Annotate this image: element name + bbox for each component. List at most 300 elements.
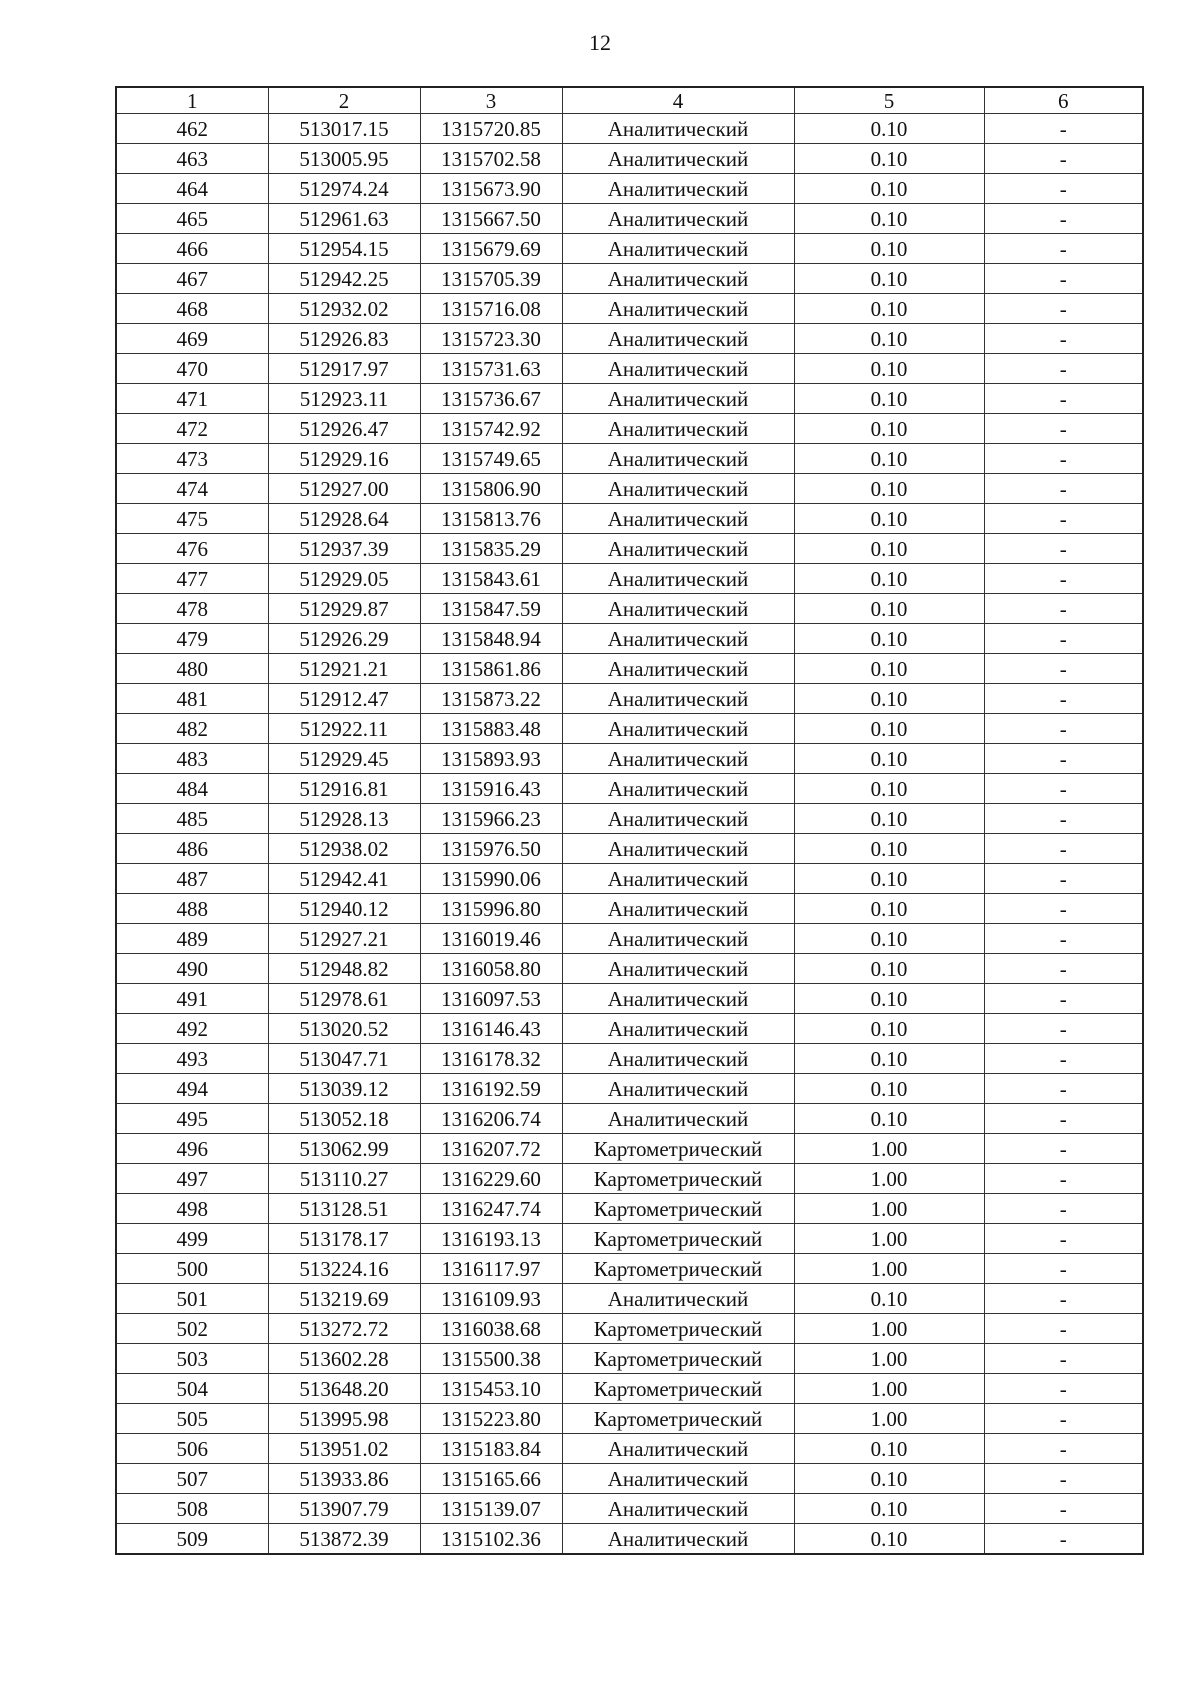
table-row [116, 654, 1143, 684]
x-coordinate-cell: 512921.21 [268, 654, 420, 684]
accuracy-cell: 0.10 [794, 1044, 984, 1074]
y-coordinate-cell: 1315861.86 [420, 654, 562, 684]
table-row [116, 534, 1143, 564]
y-coordinate-cell: 1316193.13 [420, 1224, 562, 1254]
accuracy-cell: 0.10 [794, 654, 984, 684]
method-cell: Аналитический [562, 864, 794, 894]
x-coordinate-cell: 513128.51 [268, 1194, 420, 1224]
x-coordinate-cell: 512929.45 [268, 744, 420, 774]
note-cell: - [984, 1284, 1143, 1314]
y-coordinate-cell: 1315996.80 [420, 894, 562, 924]
y-coordinate-cell: 1315893.93 [420, 744, 562, 774]
table-row [116, 234, 1143, 264]
table-row [116, 1374, 1143, 1404]
x-coordinate-cell: 512929.16 [268, 444, 420, 474]
y-coordinate-cell: 1315453.10 [420, 1374, 562, 1404]
page-number: 12 [589, 30, 611, 55]
method-cell: Аналитический [562, 564, 794, 594]
method-cell: Аналитический [562, 1044, 794, 1074]
accuracy-cell: 1.00 [794, 1134, 984, 1164]
note-cell: - [984, 804, 1143, 834]
y-coordinate-cell: 1315873.22 [420, 684, 562, 714]
note-cell: - [984, 174, 1143, 204]
point-number-cell: 501 [116, 1284, 268, 1314]
accuracy-cell: 0.10 [794, 1524, 984, 1555]
accuracy-cell: 0.10 [794, 204, 984, 234]
accuracy-cell: 0.10 [794, 474, 984, 504]
x-coordinate-cell: 513005.95 [268, 144, 420, 174]
method-cell: Аналитический [562, 1104, 794, 1134]
method-cell: Аналитический [562, 624, 794, 654]
note-cell: - [984, 114, 1143, 144]
y-coordinate-cell: 1315183.84 [420, 1434, 562, 1464]
point-number-cell: 499 [116, 1224, 268, 1254]
accuracy-cell: 0.10 [794, 864, 984, 894]
note-cell: - [984, 504, 1143, 534]
x-coordinate-cell: 512974.24 [268, 174, 420, 204]
method-cell: Аналитический [562, 744, 794, 774]
x-coordinate-cell: 512923.11 [268, 384, 420, 414]
note-cell: - [984, 744, 1143, 774]
table-row [116, 864, 1143, 894]
accuracy-cell: 1.00 [794, 1344, 984, 1374]
x-coordinate-cell: 512954.15 [268, 234, 420, 264]
accuracy-cell: 0.10 [794, 954, 984, 984]
y-coordinate-cell: 1315702.58 [420, 144, 562, 174]
point-number-cell: 470 [116, 354, 268, 384]
table-row [116, 174, 1143, 204]
table-row [116, 1314, 1143, 1344]
method-cell: Аналитический [562, 204, 794, 234]
note-cell: - [984, 1464, 1143, 1494]
point-number-cell: 492 [116, 1014, 268, 1044]
x-coordinate-cell: 512937.39 [268, 534, 420, 564]
method-cell: Аналитический [562, 924, 794, 954]
point-number-cell: 471 [116, 384, 268, 414]
y-coordinate-cell: 1316038.68 [420, 1314, 562, 1344]
x-coordinate-cell: 513907.79 [268, 1494, 420, 1524]
accuracy-cell: 0.10 [794, 624, 984, 654]
x-coordinate-cell: 513110.27 [268, 1164, 420, 1194]
y-coordinate-cell: 1316178.32 [420, 1044, 562, 1074]
table-row [116, 1284, 1143, 1314]
y-coordinate-cell: 1315705.39 [420, 264, 562, 294]
x-coordinate-cell: 512928.64 [268, 504, 420, 534]
table-row [116, 1134, 1143, 1164]
point-number-cell: 507 [116, 1464, 268, 1494]
x-coordinate-cell: 513272.72 [268, 1314, 420, 1344]
table-row [116, 1344, 1143, 1374]
point-number-cell: 494 [116, 1074, 268, 1104]
accuracy-cell: 0.10 [794, 504, 984, 534]
y-coordinate-cell: 1315966.23 [420, 804, 562, 834]
x-coordinate-cell: 513052.18 [268, 1104, 420, 1134]
y-coordinate-cell: 1315813.76 [420, 504, 562, 534]
note-cell: - [984, 354, 1143, 384]
accuracy-cell: 0.10 [794, 714, 984, 744]
method-cell: Аналитический [562, 654, 794, 684]
table-row [116, 444, 1143, 474]
y-coordinate-cell: 1315843.61 [420, 564, 562, 594]
column-header: 2 [268, 87, 420, 114]
accuracy-cell: 0.10 [794, 324, 984, 354]
point-number-cell: 490 [116, 954, 268, 984]
y-coordinate-cell: 1315723.30 [420, 324, 562, 354]
table-row [116, 1434, 1143, 1464]
y-coordinate-cell: 1315883.48 [420, 714, 562, 744]
table-row [116, 474, 1143, 504]
method-cell: Аналитический [562, 384, 794, 414]
y-coordinate-cell: 1315139.07 [420, 1494, 562, 1524]
accuracy-cell: 0.10 [794, 534, 984, 564]
point-number-cell: 493 [116, 1044, 268, 1074]
accuracy-cell: 0.10 [794, 354, 984, 384]
y-coordinate-cell: 1315835.29 [420, 534, 562, 564]
x-coordinate-cell: 512929.87 [268, 594, 420, 624]
point-number-cell: 503 [116, 1344, 268, 1374]
table-row [116, 324, 1143, 354]
x-coordinate-cell: 513047.71 [268, 1044, 420, 1074]
point-number-cell: 504 [116, 1374, 268, 1404]
y-coordinate-cell: 1316117.97 [420, 1254, 562, 1284]
note-cell: - [984, 324, 1143, 354]
accuracy-cell: 0.10 [794, 1074, 984, 1104]
x-coordinate-cell: 513020.52 [268, 1014, 420, 1044]
accuracy-cell: 0.10 [794, 1014, 984, 1044]
x-coordinate-cell: 512942.25 [268, 264, 420, 294]
point-number-cell: 498 [116, 1194, 268, 1224]
note-cell: - [984, 1524, 1143, 1555]
y-coordinate-cell: 1315742.92 [420, 414, 562, 444]
method-cell: Аналитический [562, 534, 794, 564]
table-row [116, 744, 1143, 774]
point-number-cell: 484 [116, 774, 268, 804]
method-cell: Аналитический [562, 414, 794, 444]
accuracy-cell: 0.10 [794, 1434, 984, 1464]
note-cell: - [984, 1014, 1143, 1044]
table-header-row [116, 87, 1143, 114]
note-cell: - [984, 774, 1143, 804]
method-cell: Аналитический [562, 954, 794, 984]
accuracy-cell: 0.10 [794, 984, 984, 1014]
note-cell: - [984, 474, 1143, 504]
table-row [116, 804, 1143, 834]
table-row [116, 624, 1143, 654]
x-coordinate-cell: 512922.11 [268, 714, 420, 744]
note-cell: - [984, 1164, 1143, 1194]
method-cell: Аналитический [562, 894, 794, 924]
x-coordinate-cell: 512961.63 [268, 204, 420, 234]
table-row [116, 714, 1143, 744]
method-cell: Аналитический [562, 984, 794, 1014]
point-number-cell: 497 [116, 1164, 268, 1194]
y-coordinate-cell: 1315102.36 [420, 1524, 562, 1555]
x-coordinate-cell: 513933.86 [268, 1464, 420, 1494]
note-cell: - [984, 624, 1143, 654]
x-coordinate-cell: 512940.12 [268, 894, 420, 924]
x-coordinate-cell: 513602.28 [268, 1344, 420, 1374]
method-cell: Аналитический [562, 1284, 794, 1314]
table-row [116, 204, 1143, 234]
y-coordinate-cell: 1316206.74 [420, 1104, 562, 1134]
table-row [116, 594, 1143, 624]
table-row [116, 114, 1143, 144]
point-number-cell: 491 [116, 984, 268, 1014]
method-cell: Аналитический [562, 264, 794, 294]
table-row [116, 504, 1143, 534]
method-cell: Картометрический [562, 1164, 794, 1194]
table-row [116, 564, 1143, 594]
x-coordinate-cell: 512927.21 [268, 924, 420, 954]
coordinates-table [115, 86, 1144, 1555]
x-coordinate-cell: 513219.69 [268, 1284, 420, 1314]
table-row [116, 414, 1143, 444]
x-coordinate-cell: 513017.15 [268, 114, 420, 144]
note-cell: - [984, 564, 1143, 594]
note-cell: - [984, 1344, 1143, 1374]
y-coordinate-cell: 1315667.50 [420, 204, 562, 234]
note-cell: - [984, 834, 1143, 864]
x-coordinate-cell: 512927.00 [268, 474, 420, 504]
method-cell: Аналитический [562, 684, 794, 714]
x-coordinate-cell: 512948.82 [268, 954, 420, 984]
y-coordinate-cell: 1316058.80 [420, 954, 562, 984]
accuracy-cell: 0.10 [794, 414, 984, 444]
point-number-cell: 479 [116, 624, 268, 654]
column-header: 1 [116, 87, 268, 114]
point-number-cell: 474 [116, 474, 268, 504]
x-coordinate-cell: 512929.05 [268, 564, 420, 594]
accuracy-cell: 0.10 [794, 1104, 984, 1134]
table-row [116, 984, 1143, 1014]
table-row [116, 1044, 1143, 1074]
column-header: 5 [794, 87, 984, 114]
y-coordinate-cell: 1316109.93 [420, 1284, 562, 1314]
x-coordinate-cell: 512926.29 [268, 624, 420, 654]
point-number-cell: 487 [116, 864, 268, 894]
x-coordinate-cell: 512912.47 [268, 684, 420, 714]
x-coordinate-cell: 513039.12 [268, 1074, 420, 1104]
table-row [116, 354, 1143, 384]
accuracy-cell: 0.10 [794, 894, 984, 924]
column-header: 3 [420, 87, 562, 114]
point-number-cell: 467 [116, 264, 268, 294]
x-coordinate-cell: 512926.47 [268, 414, 420, 444]
y-coordinate-cell: 1316192.59 [420, 1074, 562, 1104]
point-number-cell: 508 [116, 1494, 268, 1524]
table-row [116, 924, 1143, 954]
x-coordinate-cell: 512916.81 [268, 774, 420, 804]
accuracy-cell: 0.10 [794, 264, 984, 294]
note-cell: - [984, 1434, 1143, 1464]
note-cell: - [984, 1074, 1143, 1104]
y-coordinate-cell: 1315731.63 [420, 354, 562, 384]
method-cell: Аналитический [562, 804, 794, 834]
method-cell: Аналитический [562, 774, 794, 804]
method-cell: Аналитический [562, 114, 794, 144]
note-cell: - [984, 1134, 1143, 1164]
table-row [116, 1074, 1143, 1104]
note-cell: - [984, 594, 1143, 624]
note-cell: - [984, 264, 1143, 294]
table-row [116, 294, 1143, 324]
table-row [116, 954, 1143, 984]
x-coordinate-cell: 512928.13 [268, 804, 420, 834]
accuracy-cell: 0.10 [794, 684, 984, 714]
y-coordinate-cell: 1315847.59 [420, 594, 562, 624]
accuracy-cell: 0.10 [794, 1494, 984, 1524]
point-number-cell: 478 [116, 594, 268, 624]
point-number-cell: 486 [116, 834, 268, 864]
y-coordinate-cell: 1316146.43 [420, 1014, 562, 1044]
y-coordinate-cell: 1315736.67 [420, 384, 562, 414]
accuracy-cell: 1.00 [794, 1374, 984, 1404]
y-coordinate-cell: 1316019.46 [420, 924, 562, 954]
accuracy-cell: 0.10 [794, 1284, 984, 1314]
method-cell: Аналитический [562, 234, 794, 264]
accuracy-cell: 0.10 [794, 834, 984, 864]
method-cell: Картометрический [562, 1314, 794, 1344]
table-row [116, 384, 1143, 414]
table-row [116, 1014, 1143, 1044]
accuracy-cell: 0.10 [794, 144, 984, 174]
method-cell: Картометрический [562, 1224, 794, 1254]
table-row [116, 894, 1143, 924]
y-coordinate-cell: 1315848.94 [420, 624, 562, 654]
y-coordinate-cell: 1315990.06 [420, 864, 562, 894]
note-cell: - [984, 444, 1143, 474]
note-cell: - [984, 984, 1143, 1014]
y-coordinate-cell: 1315916.43 [420, 774, 562, 804]
accuracy-cell: 0.10 [794, 174, 984, 204]
point-number-cell: 506 [116, 1434, 268, 1464]
note-cell: - [984, 1254, 1143, 1284]
x-coordinate-cell: 513648.20 [268, 1374, 420, 1404]
note-cell: - [984, 414, 1143, 444]
accuracy-cell: 0.10 [794, 384, 984, 414]
method-cell: Аналитический [562, 1494, 794, 1524]
note-cell: - [984, 1044, 1143, 1074]
method-cell: Аналитический [562, 834, 794, 864]
point-number-cell: 464 [116, 174, 268, 204]
note-cell: - [984, 924, 1143, 954]
point-number-cell: 483 [116, 744, 268, 774]
table-body [116, 114, 1143, 1555]
method-cell: Аналитический [562, 144, 794, 174]
y-coordinate-cell: 1315716.08 [420, 294, 562, 324]
point-number-cell: 505 [116, 1404, 268, 1434]
table-row [116, 1524, 1143, 1555]
table-row [116, 1404, 1143, 1434]
table-row [116, 834, 1143, 864]
point-number-cell: 472 [116, 414, 268, 444]
note-cell: - [984, 1404, 1143, 1434]
y-coordinate-cell: 1315749.65 [420, 444, 562, 474]
note-cell: - [984, 384, 1143, 414]
point-number-cell: 476 [116, 534, 268, 564]
point-number-cell: 500 [116, 1254, 268, 1284]
point-number-cell: 463 [116, 144, 268, 174]
accuracy-cell: 1.00 [794, 1164, 984, 1194]
note-cell: - [984, 204, 1143, 234]
accuracy-cell: 0.10 [794, 294, 984, 324]
accuracy-cell: 0.10 [794, 564, 984, 594]
note-cell: - [984, 1374, 1143, 1404]
method-cell: Аналитический [562, 174, 794, 204]
note-cell: - [984, 144, 1143, 174]
accuracy-cell: 0.10 [794, 744, 984, 774]
note-cell: - [984, 714, 1143, 744]
point-number-cell: 502 [116, 1314, 268, 1344]
table-row [116, 144, 1143, 174]
note-cell: - [984, 1194, 1143, 1224]
table-row [116, 1464, 1143, 1494]
x-coordinate-cell: 513995.98 [268, 1404, 420, 1434]
note-cell: - [984, 1314, 1143, 1344]
y-coordinate-cell: 1315976.50 [420, 834, 562, 864]
note-cell: - [984, 1224, 1143, 1254]
accuracy-cell: 0.10 [794, 774, 984, 804]
method-cell: Аналитический [562, 714, 794, 744]
method-cell: Аналитический [562, 504, 794, 534]
note-cell: - [984, 654, 1143, 684]
table-row [116, 774, 1143, 804]
note-cell: - [984, 534, 1143, 564]
point-number-cell: 496 [116, 1134, 268, 1164]
x-coordinate-cell: 513224.16 [268, 1254, 420, 1284]
method-cell: Аналитический [562, 294, 794, 324]
x-coordinate-cell: 512926.83 [268, 324, 420, 354]
table-row [116, 1224, 1143, 1254]
y-coordinate-cell: 1315806.90 [420, 474, 562, 504]
column-header: 6 [984, 87, 1143, 114]
point-number-cell: 473 [116, 444, 268, 474]
point-number-cell: 462 [116, 114, 268, 144]
accuracy-cell: 1.00 [794, 1314, 984, 1344]
x-coordinate-cell: 512938.02 [268, 834, 420, 864]
point-number-cell: 480 [116, 654, 268, 684]
y-coordinate-cell: 1315165.66 [420, 1464, 562, 1494]
note-cell: - [984, 894, 1143, 924]
y-coordinate-cell: 1316097.53 [420, 984, 562, 1014]
x-coordinate-cell: 512932.02 [268, 294, 420, 324]
table-row [116, 1494, 1143, 1524]
y-coordinate-cell: 1315720.85 [420, 114, 562, 144]
table-row [116, 1164, 1143, 1194]
accuracy-cell: 0.10 [794, 594, 984, 624]
y-coordinate-cell: 1316207.72 [420, 1134, 562, 1164]
point-number-cell: 466 [116, 234, 268, 264]
x-coordinate-cell: 512942.41 [268, 864, 420, 894]
accuracy-cell: 0.10 [794, 1464, 984, 1494]
note-cell: - [984, 234, 1143, 264]
accuracy-cell: 0.10 [794, 444, 984, 474]
table-row [116, 264, 1143, 294]
y-coordinate-cell: 1316247.74 [420, 1194, 562, 1224]
note-cell: - [984, 1104, 1143, 1134]
method-cell: Аналитический [562, 1434, 794, 1464]
table-row [116, 684, 1143, 714]
column-header: 4 [562, 87, 794, 114]
method-cell: Аналитический [562, 354, 794, 384]
accuracy-cell: 1.00 [794, 1404, 984, 1434]
method-cell: Картометрический [562, 1254, 794, 1284]
method-cell: Аналитический [562, 1524, 794, 1555]
point-number-cell: 469 [116, 324, 268, 354]
method-cell: Аналитический [562, 594, 794, 624]
x-coordinate-cell: 512978.61 [268, 984, 420, 1014]
table-row [116, 1104, 1143, 1134]
